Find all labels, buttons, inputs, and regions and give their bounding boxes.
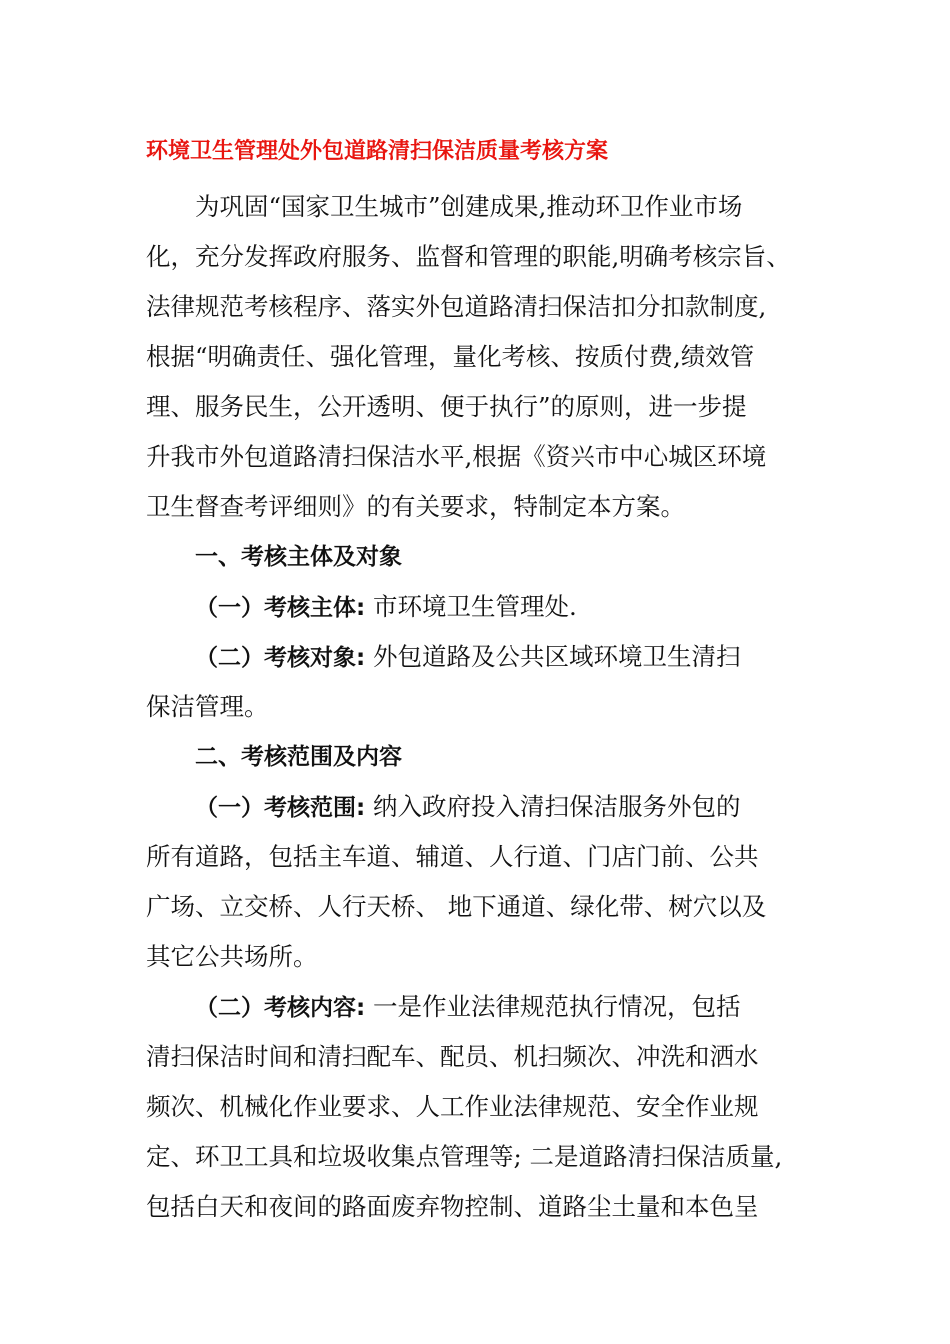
intro-line: 卫生督查考评细则》的有关要求，特制定本方案。 [146, 492, 685, 521]
content-item-continuation: 定、环卫工具和垃圾收集点管理等; 二是道路清扫保洁质量, [146, 1142, 783, 1171]
object-item-line [146, 632, 808, 682]
content-item-label: （二）考核内容: [195, 995, 366, 1021]
intro-line: 升我市外包道路清扫保洁水平,根据《资兴市中心城区环境 [146, 442, 767, 471]
content-item-continuation: 频次、机械化作业要求、人工作业法律规范、安全作业规 [146, 1092, 759, 1121]
content-item-continuation: 清扫保洁时间和清扫配车、配员、机扫频次、冲洗和洒水 [146, 1042, 759, 1071]
object-item-label: （二）考核对象: [195, 645, 366, 671]
object-item-text: 外包道路及公共区域环境卫生清扫 [365, 642, 741, 671]
scope-item-continuation: 广场、立交桥、人行天桥、 地下通道、绿化带、树穴以及 [146, 892, 767, 921]
scope-item-text: 纳入政府投入清扫保洁服务外包的 [365, 792, 741, 821]
content-item [146, 982, 808, 1232]
content-item-text: 一是作业法律规范执行情况，包括 [365, 992, 741, 1021]
intro-paragraph [146, 182, 808, 532]
object-item-continuation: 保洁管理。 [146, 692, 269, 721]
intro-line: 化，充分发挥政府服务、监督和管理的职能,明确考核宗旨、 [146, 242, 791, 271]
scope-item-continuation: 所有道路，包括主车道、辅道、人行道、门店门前、公共 [146, 842, 759, 871]
section-heading-subject: 一、考核主体及对象 [195, 544, 402, 570]
document-title: 环境卫生管理处外包道路清扫保洁质量考核方案 [146, 139, 609, 164]
subject-item [146, 582, 808, 632]
intro-line: 为巩固“国家卫生城市”创建成果,推动环卫作业市场 [195, 192, 743, 221]
scope-item [146, 782, 808, 982]
content-item-line [146, 982, 808, 1032]
content-item-continuation: 包括白天和夜间的路面废弃物控制、道路尘土量和本色呈 [146, 1192, 759, 1221]
intro-line: 理、服务民生，公开透明、便于执行”的原则，进一步提 [146, 392, 747, 421]
section-heading-scope: 二、考核范围及内容 [195, 744, 402, 770]
subject-item-line [146, 582, 808, 632]
subject-item-text: 市环境卫生管理处. [365, 592, 577, 621]
object-item [146, 632, 808, 732]
subject-item-label: （一）考核主体: [195, 595, 366, 621]
intro-line: 法律规范考核程序、落实外包道路清扫保洁扣分扣款制度, [146, 292, 767, 321]
document-body [146, 132, 808, 1232]
intro-line: 根据“明确责任、强化管理，量化考核、按质付费,绩效管 [146, 342, 755, 371]
scope-item-continuation: 其它公共场所。 [146, 942, 318, 971]
scope-item-line [146, 782, 808, 832]
scope-item-label: （一）考核范围: [195, 795, 366, 821]
